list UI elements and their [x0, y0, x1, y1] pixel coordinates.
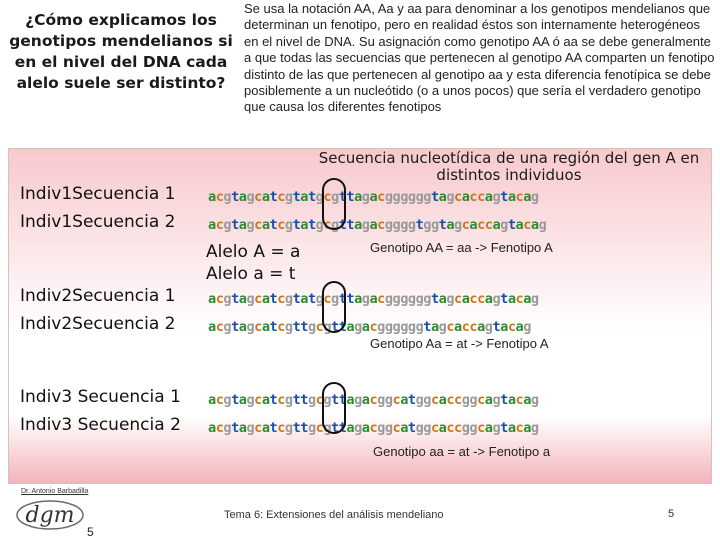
footer-topic: Tema 6: Extensiones del análisis mendeliano — [224, 509, 444, 521]
sequence-indiv2-seq2: acgtagcatcgttgcgttagacggggggtagcaccagtacag — [208, 319, 531, 335]
variant-highlight-indiv3 — [322, 382, 346, 434]
row-label-indiv1-seq1: Indiv1Secuencia 1 — [20, 184, 176, 204]
row-label-indiv3-seq1: Indiv3 Secuencia 1 — [20, 387, 181, 407]
panel-title: Secuencia nucleotídica de una región del gen A en distintos individuos — [318, 149, 700, 184]
sequence-indiv3-seq1: acgtagcatcgttgcgttagacggcatggcaccggcagtacag — [208, 392, 539, 408]
sequence-indiv1-seq2: acgtagcatcgtatgcgttagacggggtggtagcaccagtacag — [208, 217, 547, 233]
allele-A-definition: Alelo A = a — [206, 242, 301, 262]
row-label-indiv2-seq2: Indiv2Secuencia 2 — [20, 314, 176, 334]
sequence-indiv1-seq1: acgtagcatcgtatgcgttagacggggggtagcaccagtacag — [208, 189, 539, 205]
genotype-aa-note: Genotipo aa = at -> Fenotipo a — [373, 444, 551, 459]
genotype-Aa-note: Genotipo Aa = at -> Fenotipo A — [370, 336, 549, 351]
svg-text:dgm: dgm — [25, 503, 75, 528]
genotype-AA-note: Genotipo AA = aa -> Fenotipo A — [370, 240, 553, 255]
sequence-indiv3-seq2: acgtagcatcgttgcgttagacggcatggcaccggcagtacag — [208, 420, 539, 436]
dgm-logo-icon — [16, 497, 88, 531]
variant-highlight-indiv2 — [322, 281, 346, 333]
page-number: 5 — [668, 508, 675, 520]
allele-a-definition: Alelo a = t — [206, 264, 296, 284]
row-label-indiv3-seq2: Indiv3 Secuencia 2 — [20, 415, 181, 435]
footer-author: Dr. Antonio Barbadilla — [21, 488, 89, 495]
footer-left-number: 5 — [87, 525, 94, 539]
variant-highlight-indiv1 — [322, 178, 346, 230]
row-label-indiv2-seq1: Indiv2Secuencia 1 — [20, 286, 176, 306]
sequence-indiv2-seq1: acgtagcatcgtatgcgttagacggggggtagcaccagtacag — [208, 291, 539, 307]
intro-text: Se usa la notación AA, Aa y aa para denominar a los genotipos mendelianos que determinan un fenotipo, pero en realidad éstos son internamente heterogéneos en el nivel de DNA. Su asignación como genotipo AA ó aa se debe generalmente a que todas las secuencias que pertenecen al genotipo AA comparten un fenotipo distinto de las que pertenecen al genotipo aa y esta diferencia fenotípica se debe posiblemente a un nucleótido (o a unos pocos) que sería el verdadero genotipo que causa los diferentes fenotipos — [244, 1, 715, 115]
slide-title: ¿Cómo explicamos los genotipos mendelianos si en el nivel del DNA cada alelo suele ser distinto? — [9, 11, 233, 92]
row-label-indiv1-seq2: Indiv1Secuencia 2 — [20, 212, 176, 232]
